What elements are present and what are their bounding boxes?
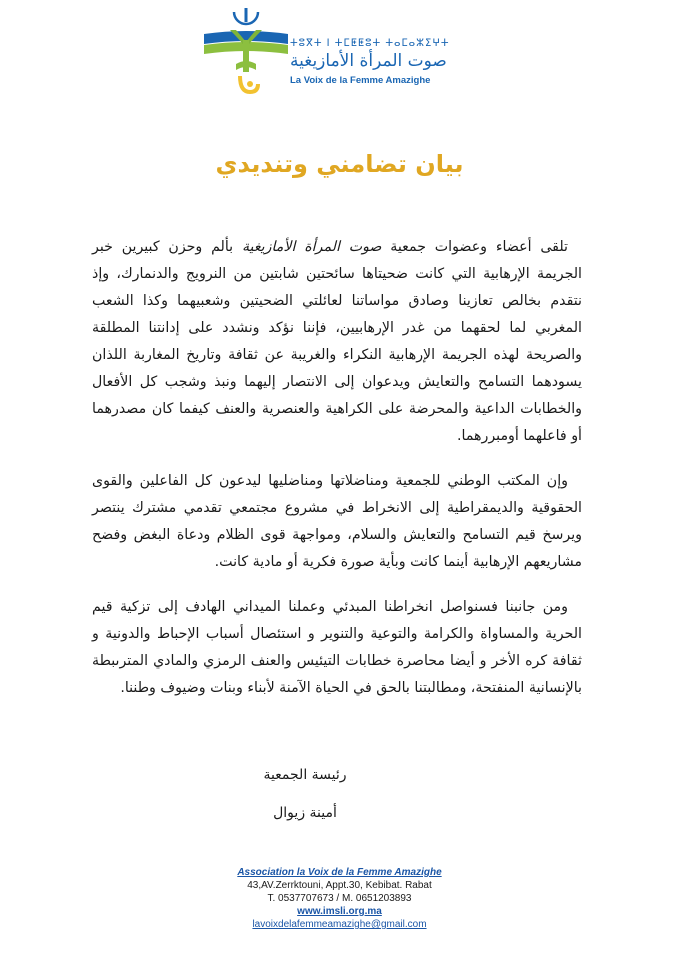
footer-association-link[interactable]: Association la Voix de la Femme Amazighe (237, 867, 442, 878)
p1-intro: تلقى أعضاء وعضوات جمعية (381, 239, 569, 255)
header-logo (200, 4, 460, 100)
paragraph-2: وإن المكتب الوطني للجمعية ومناضلاتها ومناضليها ليدعون كل الفاعلين والقوى الحقوقية والديمقراطية إلى الانخراط في مشروع مجتمعي تقدمي مشترك ينتصر ويرسخ قيم التسامح والتعايش والسلام، ومواجهة قوى الظلام ودعاة البغض وفضح مشاريعهم الإرهابية أينما كانت وبأية صورة فكرية أو مادية كانت. (92, 473, 582, 570)
statement-body (92, 234, 582, 720)
footer-email-link[interactable]: lavoixdelafemmeamazighe@gmail.com (252, 919, 427, 930)
tifinagh-org-name: ⵜⵓⴳⵜ ⵏ ⵜⵎⵟⵟⵓⵜ ⵜⴰⵎⴰⵣⵉⵖⵜ (290, 38, 450, 49)
org-name-french: La Voix de la Femme Amazighe (290, 75, 431, 86)
org-name-arabic: صوت المرأة الأمازيغية (290, 51, 447, 71)
footer (0, 866, 679, 931)
signature-block (230, 760, 380, 836)
footer-website-link[interactable]: www.imsli.org.ma (297, 906, 382, 917)
page-title: بيان تضامني وتنديدي (215, 150, 464, 178)
p1-rest: بألم وحزن كبيرين خبر الجريمة الإرهابية التي كانت ضحيتاها سائحتين شابتين من النرويج والدنمارك، وإذ نتقدم بخالص تعازينا وصادق مواساتنا لعائلتي الضحيتين وشعبيهما وكذا الشعب المغربي لما لحقهما من غدر الإرهابيين، فإننا نؤكد ونشدد على إدانتنا المطلقة والصريحة لهذه الجريمة الإرهابية النكراء والغريبة عن ثقافة وتاريخ المغاربة اللذان يسودهما التسامح والتعايش ويدعوان إلى الانتصار إليهما ونبذ وشجب كل الأفعال والخطابات الداعية والمحرضة على الكراهية والعنصرية والعنف كيفما كان مصدرهما أو فاعلهما أومبررهما. (92, 239, 582, 444)
footer-address: 43,AV.Zerrktouni, Appt.30, Kebibat. Rabat (247, 880, 432, 891)
amazigh-emblem-icon (200, 4, 292, 100)
signer-name: أمينة زيوال (273, 805, 337, 821)
signer-role: رئيسة الجمعية (263, 767, 347, 783)
paragraph-1 (92, 234, 582, 450)
footer-phones: T. 0537707673 / M. 0651203893 (267, 893, 412, 904)
paragraph-3: ومن جانبنا فسنواصل انخراطنا المبدئي وعملنا الميداني الهادف إلى تزكية قيم الحرية والمساواة والكرامة والتوعية والتنوير و استئصال أسباب الإحباط والدونية و ثقافة كره الأخر و أيضا محاصرة خطابات التيئيس والعنف الرمزي والمادي المترىبطة بالإنسانية المنفتحة، ومطالبتنا بالحق في الحياة الآمنة لأبناء وبنات وضيوف وطننا. (92, 599, 582, 696)
p1-org-name: صوت المرأة الأمازيغية (241, 239, 382, 255)
